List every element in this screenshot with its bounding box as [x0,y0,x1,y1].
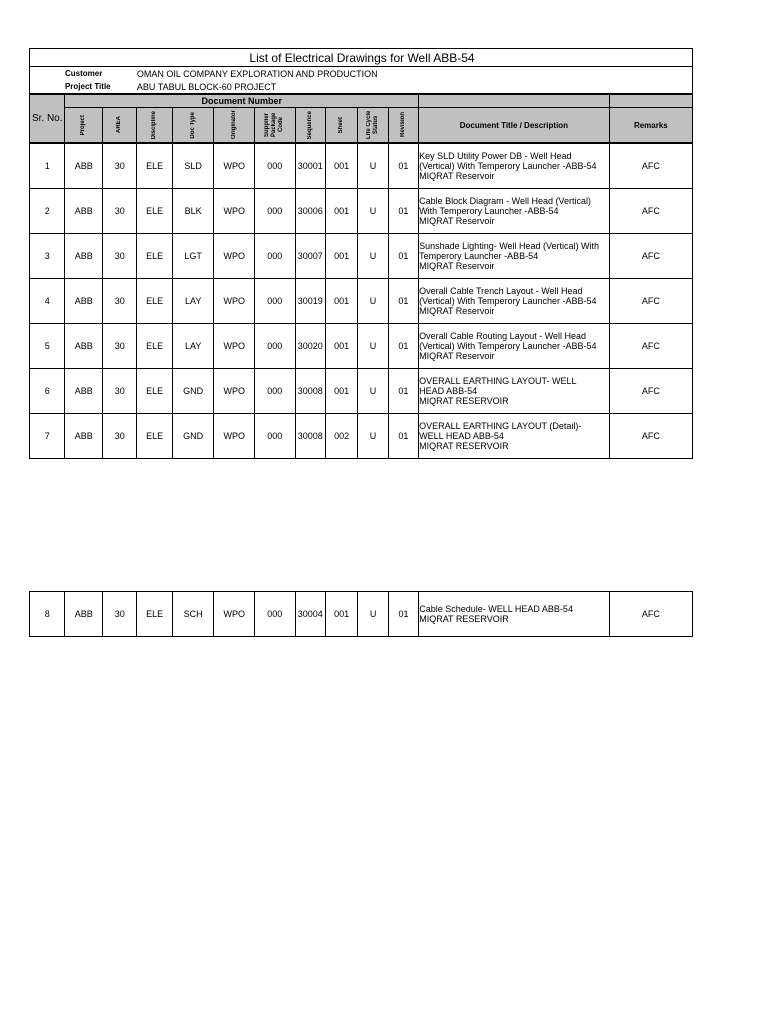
cell-life-cycle-status: U [358,143,388,189]
cell-project: ABB [65,234,103,279]
cell-supplier-code: 000 [254,279,295,324]
description-line: WELL HEAD ABB-54 [419,431,504,441]
description-line: HEAD ABB-54 [419,386,478,396]
table-body [30,143,693,459]
cell-sheet: 001 [325,592,357,637]
cell-project: ABB [65,414,103,459]
cell-doc-type: GND [172,369,214,414]
description-line: Cable Block Diagram - Well Head (Vertical) [419,196,592,206]
project-row [30,80,693,94]
cell-supplier-code: 000 [254,324,295,369]
col-sheet-header: Sheet [325,108,357,144]
cell-supplier-code: 000 [254,414,295,459]
cell-revision: 01 [388,279,418,324]
cell-revision: 01 [388,369,418,414]
cell-sr-no: 8 [30,592,65,637]
description-line: With Temperory Launcher -ABB-54 [419,206,559,216]
description-line: Temperory Launcher -ABB-54 [419,251,539,261]
cell-sheet: 001 [325,279,357,324]
column-header-row [30,108,693,144]
description-line: Overall Cable Routing Layout - Well Head [419,331,587,341]
cell-sheet: 001 [325,369,357,414]
description-line: Key SLD Utility Power DB - Well Head [419,151,572,161]
col-life-cycle-header: Life Cycle Status [358,108,388,144]
col-sequence-header: Sequence [295,108,325,144]
project-label: Project Title [64,82,111,91]
description-line: OVERALL EARTHING LAYOUT (Detail)- [419,421,582,431]
cell-supplier-code: 000 [255,592,296,637]
cell-supplier-code: 000 [254,143,295,189]
cell-area: 30 [102,324,136,369]
sheet-title: List of Electrical Drawings for Well ABB-54 [30,49,693,67]
cell-originator: WPO [214,279,255,324]
table-row [30,279,693,324]
description-line: MIQRAT Reservoir [419,216,495,226]
cell-doc-type: LGT [172,234,214,279]
col-project-header: Project [65,108,103,144]
cell-doc-type: LAY [172,279,214,324]
cell-discipline: ELE [137,369,172,414]
description-line: OVERALL EARTHING LAYOUT- WELL [419,376,577,386]
cell-sheet: 001 [325,143,357,189]
cell-remarks: AFC [609,592,692,637]
table-row [30,369,693,414]
description-line: Overall Cable Trench Layout - Well Head [419,286,583,296]
cell-originator: WPO [214,189,255,234]
table-row [30,324,693,369]
cell-area: 30 [102,189,136,234]
cell-revision: 01 [388,143,418,189]
document-number-row [30,94,693,108]
cell-sheet: 002 [325,414,357,459]
cell-life-cycle-status: U [358,592,388,637]
cell-sr-no: 2 [30,189,65,234]
col-discipline-header: Discipline [137,108,172,144]
description-line: (Vertical) With Temperory Launcher -ABB-54 [419,296,597,306]
drawings-table [29,48,693,459]
col-doc-type-header: Doc Type [172,108,214,144]
cell-discipline: ELE [137,234,172,279]
col-originator-header: Originator [214,108,255,144]
cell-doc-type: LAY [172,324,214,369]
cell-life-cycle-status: U [358,324,388,369]
cell-sequence: 30001 [295,143,325,189]
cell-life-cycle-status: U [358,234,388,279]
cell-sheet: 001 [325,189,357,234]
cell-area: 30 [102,369,136,414]
sr-no-header: Sr. No. [30,94,65,143]
cell-project: ABB [65,279,103,324]
description-line: MIQRAT RESERVOIR [419,614,509,624]
cell-doc-type: GND [172,414,214,459]
cell-remarks: AFC [609,324,692,369]
cell-life-cycle-status: U [358,369,388,414]
cell-revision: 01 [388,324,418,369]
table-row [30,143,693,189]
cell-description [419,189,610,234]
description-line: Sunshade Lighting- Well Head (Vertical) With [419,241,600,251]
cell-doc-type: BLK [172,189,214,234]
cell-sr-no: 4 [30,279,65,324]
cell-supplier-code: 000 [254,369,295,414]
title-row [30,49,693,67]
cell-area: 30 [102,414,136,459]
cell-sheet: 001 [325,324,357,369]
cell-remarks: AFC [609,234,692,279]
cell-supplier-code: 000 [254,189,295,234]
col-revision-header: Revision [388,108,418,144]
cell-area: 30 [102,592,136,637]
cell-discipline: ELE [137,324,172,369]
table-row [30,414,693,459]
cell-area: 30 [102,143,136,189]
cell-sr-no: 1 [30,143,65,189]
cell-project: ABB [65,369,103,414]
table-row [30,189,693,234]
col-supplier-header: Supplier Package Code [254,108,295,144]
cell-sequence: 30007 [295,234,325,279]
cell-project: ABB [65,324,103,369]
cell-sr-no: 6 [30,369,65,414]
description-line: (Vertical) With Temperory Launcher -ABB-54 [419,341,597,351]
col-title-header: Document Title / Description [419,108,610,144]
cell-life-cycle-status: U [358,189,388,234]
cell-remarks: AFC [609,143,692,189]
cell-description [419,592,610,637]
cell-remarks: AFC [609,414,692,459]
cell-supplier-code: 000 [254,234,295,279]
cell-discipline: ELE [137,592,172,637]
cell-discipline: ELE [137,279,172,324]
cell-area: 30 [102,234,136,279]
description-line: MIQRAT Reservoir [419,171,495,181]
cell-description [419,369,610,414]
cell-description [419,143,610,189]
col-remarks-header: Remarks [609,108,692,144]
table-row [30,592,693,637]
description-line: MIQRAT Reservoir [419,306,495,316]
cell-discipline: ELE [137,414,172,459]
description-line: MIQRAT RESERVOIR [419,441,509,451]
document-number-header: Document Number [65,94,419,108]
cell-remarks: AFC [609,279,692,324]
description-line: MIQRAT Reservoir [419,351,495,361]
cell-sequence: 30004 [295,592,325,637]
cell-project: ABB [65,592,103,637]
cell-sequence: 30006 [295,189,325,234]
cell-remarks: AFC [609,369,692,414]
cell-sequence: 30020 [295,324,325,369]
drawings-table-continued [29,591,693,637]
cell-life-cycle-status: U [358,414,388,459]
table-row [30,234,693,279]
cell-sheet: 001 [325,234,357,279]
cell-originator: WPO [214,234,255,279]
cell-originator: WPO [214,592,255,637]
customer-label: Customer [64,69,103,78]
cell-revision: 01 [388,414,418,459]
cell-discipline: ELE [137,189,172,234]
cell-originator: WPO [214,369,255,414]
cell-sr-no: 7 [30,414,65,459]
cell-originator: WPO [214,324,255,369]
table-body-continued [30,592,693,637]
cell-discipline: ELE [137,143,172,189]
cell-remarks: AFC [609,189,692,234]
cell-sequence: 30008 [295,414,325,459]
customer-row [30,67,693,81]
description-line: Cable Schedule- WELL HEAD ABB-54 [419,604,573,614]
cell-revision: 01 [388,189,418,234]
cell-revision: 01 [388,234,418,279]
cell-sr-no: 3 [30,234,65,279]
cell-doc-type: SLD [172,143,214,189]
description-line: MIQRAT RESERVOIR [419,396,509,406]
col-area-header: AREA [102,108,136,144]
cell-description [419,414,610,459]
project-value: ABU TABUL BLOCK-60 PROJECT [136,81,277,92]
cell-sequence: 30008 [295,369,325,414]
cell-sequence: 30019 [295,279,325,324]
cell-description [419,279,610,324]
cell-doc-type: SCH [172,592,214,637]
cell-sr-no: 5 [30,324,65,369]
customer-value: OMAN OIL COMPANY EXPLORATION AND PRODUCTION [136,68,378,79]
description-line: MIQRAT Reservoir [419,261,495,271]
cell-originator: WPO [214,143,255,189]
description-line: (Vertical) With Temperory Launcher -ABB-54 [419,161,597,171]
cell-revision: 01 [388,592,418,637]
cell-description [419,324,610,369]
cell-area: 30 [102,279,136,324]
cell-description [419,234,610,279]
cell-project: ABB [65,143,103,189]
cell-originator: WPO [214,414,255,459]
cell-project: ABB [65,189,103,234]
cell-life-cycle-status: U [358,279,388,324]
